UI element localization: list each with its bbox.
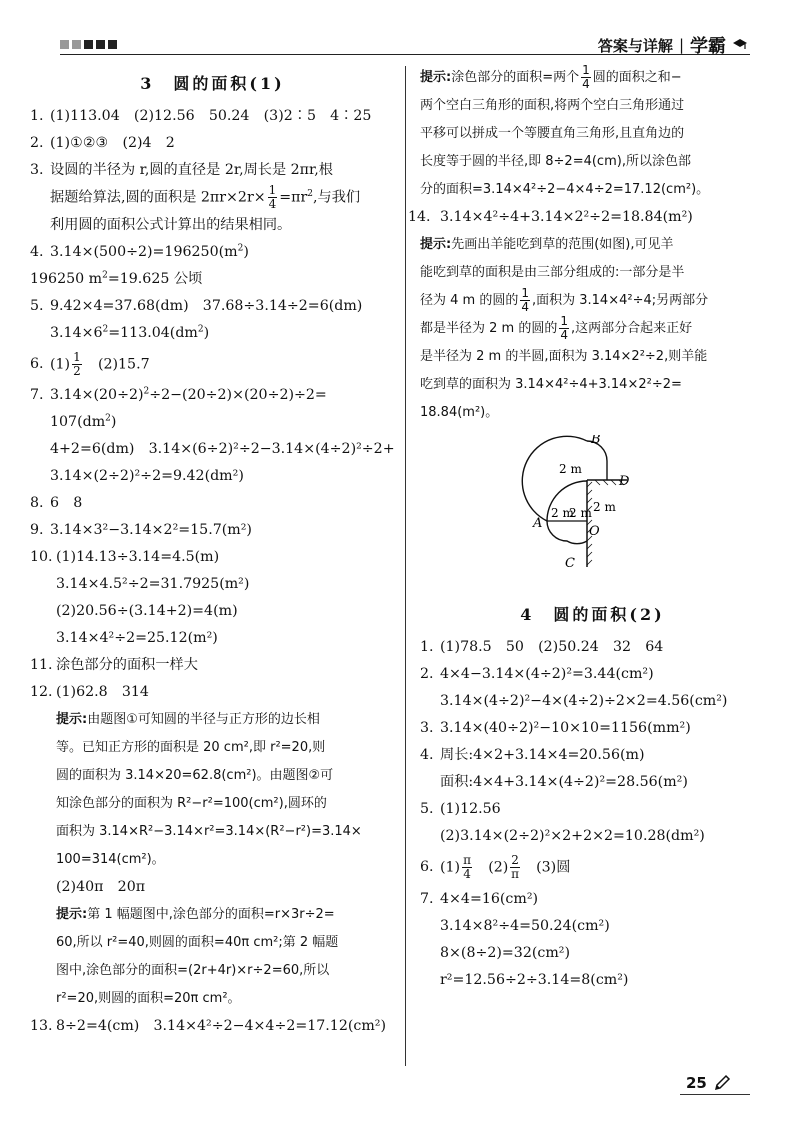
label-O: O [589, 524, 600, 539]
label-C: C [565, 556, 575, 571]
page-header [0, 0, 800, 60]
fraction: $\frac{1}{4}$ [268, 183, 277, 211]
answer-1: 1. (1)113.04 (2)12.56 50.24 (3)2∶5 4∶25 [30, 108, 372, 124]
label-A: A [533, 516, 543, 531]
answer-11: 11. 涂色部分的面积一样大 [30, 657, 198, 673]
answer-7: 7. $3.14\times(20\div 2)^2\div 2-(20\div 2)\times(20\div 2)\div 2=$ $107(dm^2)$ 4+2=6(dm) 3.14×(6÷2)²÷2−3.14×(4÷2)²÷2+ 3.14×(2÷2)²÷2=9.42(dm²) [30, 386, 395, 484]
label-right-2m: 2 m [593, 500, 616, 514]
pencil-icon [713, 1074, 731, 1092]
answer-4-1: 1. (1)78.5 50 (2)50.24 32 64 [420, 639, 664, 655]
answer-4-6: 6. (1) $\frac{\pi}{4}$ (2) $\frac{2}{\pi}$ (3)圆 [420, 853, 571, 881]
answer-8: 8. 6 8 [30, 495, 83, 511]
header-section: 答案与详解 [597, 36, 673, 55]
answer-2: 2. (1)①②③ (2)4 2 [30, 135, 175, 151]
answer-4-7: 7. 4×4=16(cm²) 3.14×8²÷4=50.24(cm²) 8×(8÷2)=32(cm²) r²=12.56÷2÷3.14=8(cm²) [420, 890, 629, 988]
label-B: B [591, 435, 601, 447]
graduation-cap-icon [732, 37, 748, 53]
answer-4-3: 3. 3.14×(40÷2)²−10×10=1156(mm²) [420, 720, 691, 736]
answer-12: 12. (1)62.8 314 提示:由题图①可知圆的半径与正方形的边长相 等。已知正方形的面积是 20 cm²,即 r²=20,则 圆的面积为 3.14×20=62.8(cm²)。由题图②可 知涂色部分的面积为 R²−r²=100(cm²),圆环的 面积为 3.14×R²−3.14×r²=3.14×(R²−r²)=3.14× 100=314(cm²)。 (2)40π 20π 提示:第 1 幅题图中,涂色部分的面积=r×3r÷2= 60,所以 r²=40,则圆的面积=40π cm²;第 2 幅题 图中,涂色部分的面积=(2r+4r)×r÷2=60,所以 r²=20,则圆的面积=20π cm²。 [30, 679, 395, 1013]
answer-6: 6. (1) $\frac{1}{2}$ (2)15.7 [30, 349, 150, 378]
answer-3: 3. 设圆的半径为 r,圆的直径是 2r,周长是 2πr,根 据题给算法,圆的面积是 2πr×2r× $\frac{1}{4}$ $=\pi r^2$,与我们 利用圆的面积公式计算出的结果相同。 [30, 162, 361, 233]
column-divider [405, 66, 406, 1066]
answer-14: 14. 3.14×4²÷4+3.14×2²÷2=18.84(m²) [408, 209, 693, 225]
header-rule [60, 54, 750, 55]
sheep-grazing-figure [515, 435, 675, 575]
label-D: D [619, 474, 630, 489]
hint-13: 提示:涂色部分的面积=两个 $\frac{1}{4}$ 圆的面积之和− 两个空白三角形的面积,将两个空白三角形通过 平移可以拼成一个等腰直角三角形,且直角边的 长度等于圆的半径,即 8÷2=4(cm),所以涂色部 分的面积=3.14×4²÷2−4×4÷2=17.12(cm²)。 [420, 63, 710, 197]
section-title-4: 4 圆的面积(2) [520, 605, 665, 624]
footer-rule [680, 1094, 750, 1095]
left-column [30, 64, 395, 1040]
section-title-3: 3 圆的面积(1) [140, 74, 285, 93]
label-left1-2m: 2 m [551, 506, 574, 520]
answer-5: 5. 9.42×4=37.68(dm) 37.68÷3.14÷2=6(dm) $3.14\times 6^2=113.04(dm^2)$ [30, 297, 363, 341]
label-top-2m: 2 m [559, 462, 582, 476]
hint-12-1: 提示:由题图①可知圆的半径与正方形的边长相 等。已知正方形的面积是 20 cm²,即 r²=20,则 圆的面积为 3.14×20=62.8(cm²)。由题图②可 知涂色部分的面积为 R²−r²=100(cm²),圆环的 面积为 3.14×R²−3.14×r²=3.14×(R²−r²)=3.14× 100=314(cm²)。 [56, 712, 362, 867]
answer-4: 4. $3.14\times(500\div 2)=196250(m^2)$ 196250 $m^2=19.625$ 公顷 [30, 242, 249, 287]
header-separator: | [678, 36, 684, 54]
label-left2-2m: 2 m [569, 506, 592, 520]
page-number: 25 [686, 1074, 731, 1092]
answer-10: 10. (1)14.13÷3.14=4.5(m) 3.14×4.5²÷2=31.7925(m²) (2)20.56÷(3.14+2)=4(m) 3.14×4²÷2=25.12(m²) [30, 549, 250, 646]
header-decoration [60, 40, 117, 49]
answer-4-5: 5. (1)12.56 (2)3.14×(2÷2)²×2+2×2=10.28(dm²) [420, 801, 705, 844]
brand-logo: 学霸 [690, 36, 726, 57]
answer-13: 13. 8÷2=4(cm) 3.14×4²÷2−4×4÷2=17.12(cm²) [30, 1018, 387, 1034]
answer-4-4: 4. 周长:4×2+3.14×4=20.56(m) 面积:4×4+3.14×(4÷2)²=28.56(m²) [420, 747, 688, 790]
right-column [408, 63, 765, 994]
answer-4-2: 2. 4×4−3.14×(4÷2)²=3.44(cm²) 3.14×(4÷2)²−4×(4÷2)÷2×2=4.56(cm²) [420, 666, 728, 709]
hint-14: 提示:先画出羊能吃到草的范围(如图),可见羊 能吃到草的面积是由三部分组成的:一部分是半 径为 4 m 的圆的 $\frac{1}{4}$ ,面积为 3.14×4²÷4;另两部分 都是半径为 2 m 的圆的 $\frac{1}{4}$ ,这两部分合起来正好 是半径为 2 m 的半圆,面积为 3.14×2²÷2,则羊能 吃到草的面积为 3.14×4²÷4+3.14×2²÷2= 18.84(m²)。 [420, 237, 709, 420]
hint-12-2: 提示:第 1 幅题图中,涂色部分的面积=r×3r÷2= 60,所以 r²=40,则圆的面积=40π cm²;第 2 幅题 图中,涂色部分的面积=(2r+4r)×r÷2=60,所以 r²=20,则圆的面积=20π cm²。 [56, 907, 339, 1006]
answer-9: 9. 3.14×3²−3.14×2²=15.7(m²) [30, 522, 252, 538]
